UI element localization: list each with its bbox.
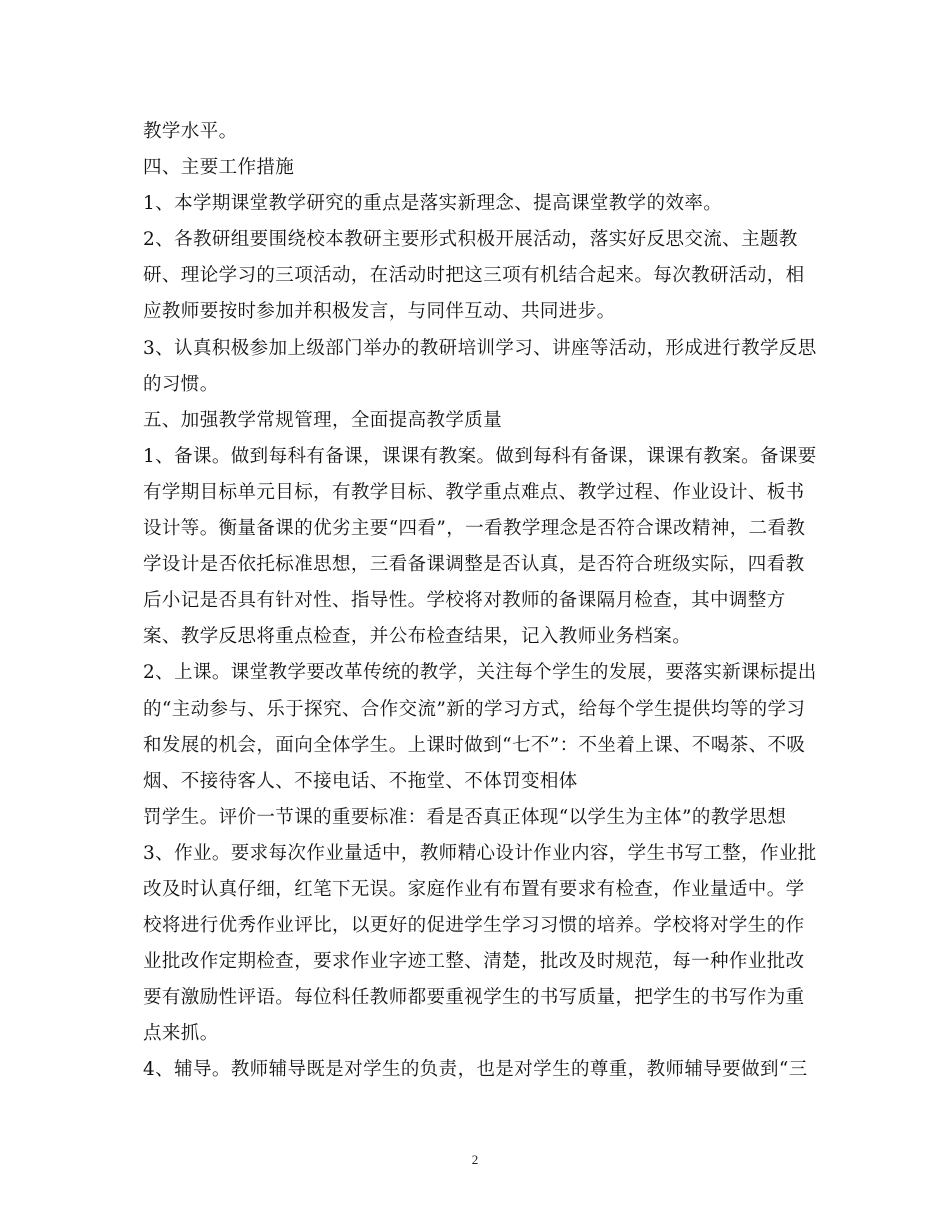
text-line: 校将进行优秀作业评比，以更好的促进学生学习习惯的培养。学校将对学生的作 xyxy=(143,915,805,937)
text-line: 案、教学反思将重点检查，并公布检查结果，记入教师业务档案。 xyxy=(143,626,692,648)
body-text xyxy=(143,114,817,1089)
text-line: 3、作业。要求每次作业量适中，教师精心设计作业内容，学生书写工整，作业批 xyxy=(143,842,817,864)
text-line: 改及时认真仔细，红笔下无误。家庭作业有布置有要求有检查，作业量适中。学 xyxy=(143,878,805,900)
text-line: 后小记是否具有针对性、指导性。学校将对教师的备课隔月检查，其中调整方 xyxy=(143,590,786,612)
text-line: 罚学生。评价一节课的重要标准：看是否真正体现“以学生为主体”的教学思想 xyxy=(143,806,787,828)
text-line: 3、认真积极参加上级部门举办的教研培训学习、讲座等活动，形成进行教学反思 xyxy=(143,337,817,359)
text-line: 2、各教研组要围绕校本教研主要形式积极开展活动，落实好反思交流、主题教 xyxy=(143,229,798,251)
text-line: 和发展的机会，面向全体学生。上课时做到“七不”：不坐着上课、不喝茶、不吸 xyxy=(143,734,806,756)
page-number: 2 xyxy=(471,1152,479,1167)
text-line: 教学水平。 xyxy=(143,121,238,142)
text-line: 1、备课。做到每科有备课，课课有教案。做到每科有备课，课课有教案。备课要 xyxy=(143,445,817,467)
text-line: 设计等。衡量备课的优劣主要“四看”，一看教学理念是否符合课改精神，二看教 xyxy=(143,518,806,540)
text-line: 学设计是否依托标准思想，三看备课调整是否认真，是否符合班级实际，四看教 xyxy=(143,554,805,576)
text-line: 点来抓。 xyxy=(143,1023,219,1045)
text-line: 1、本学期课堂教学研究的重点是落实新理念、提高课堂教学的效率。 xyxy=(143,193,723,215)
text-line: 要有激励性评语。每位科任教师都要重视学生的书写质量，把学生的书写作为重 xyxy=(143,987,805,1009)
text-line: 2、上课。课堂教学要改革传统的教学，关注每个学生的发展，要落实新课标提出 xyxy=(143,662,817,684)
section-heading: 五、加强教学常规管理，全面提高教学质量 xyxy=(143,409,503,431)
text-line: 应教师要按时参加并积极发言，与同伴互动、共同进步。 xyxy=(143,301,616,323)
text-line: 业批改作定期检查，要求作业字迹工整、清楚，批改及时规范，每一种作业批改 xyxy=(143,951,805,973)
text-line: 的“主动参与、乐于探究、合作交流”新的学习方式，给每个学生提供均等的学习 xyxy=(143,698,806,720)
section-heading: 四、主要工作措施 xyxy=(143,157,295,179)
text-line: 研、理论学习的三项活动，在活动时把这三项有机结合起来。每次教研活动，相 xyxy=(143,265,805,287)
text-line: 的习惯。 xyxy=(143,373,219,395)
text-line: 烟、不接待客人、不接电话、不拖堂、不体罚变相体 xyxy=(143,770,578,792)
text-line: 有学期目标单元目标，有教学目标、教学重点难点、教学过程、作业设计、板书 xyxy=(143,481,805,503)
text-line: 4、辅导。教师辅导既是对学生的负责，也是对学生的尊重，教师辅导要做到“三 xyxy=(143,1059,808,1081)
